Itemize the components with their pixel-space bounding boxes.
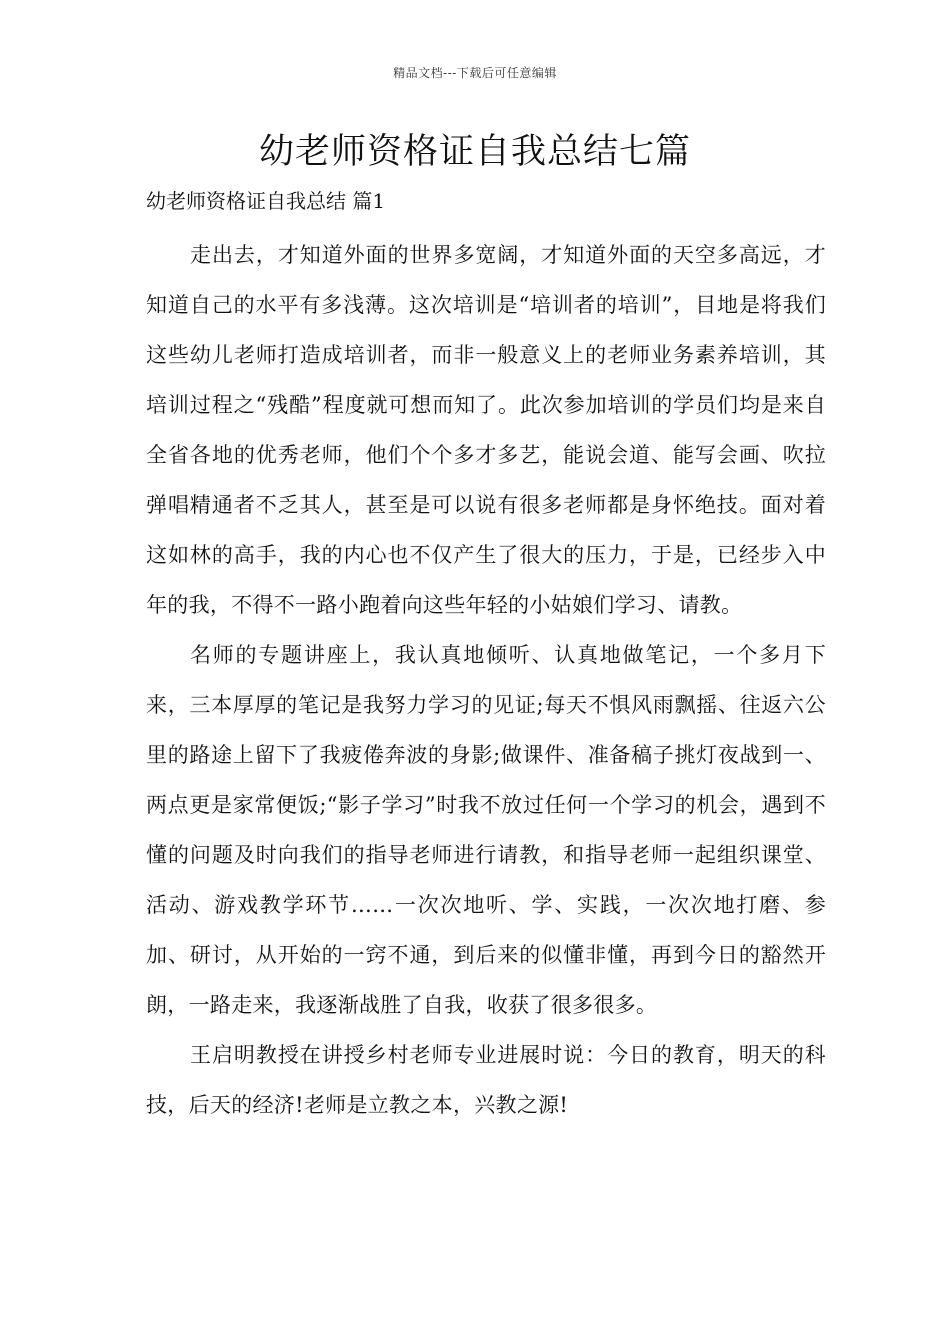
document-title: 幼老师资格证自我总结七篇	[258, 132, 691, 172]
header-note: 精品文档---下载后可任意编辑	[393, 66, 557, 80]
section-heading: 幼老师资格证自我总结 篇1	[146, 189, 386, 213]
paragraph-1: 走出去，才知道外面的世界多宽阔，才知道外面的天空多高远，才知道自己的水平有多浅薄。这次培训是“培训者的培训”，目地是将我们这些幼儿老师打造成培训者，而非一般意义上的老师业务素养培训，其培训过程之“残酷”程度就可想而知了。此次参加培训的学员们均是来自全省各地的优秀老师，他们个个多才多艺，能说会道、能写会画、吹拉弹唱精通者不乏其人，甚至是可以说有很多老师都是身怀绝技。面对着这如林的高手，我的内心也不仅产生了很大的压力，于是，已经步入中年的我，不得不一路小跑着向这些年轻的小姑娘们学习、请教。	[146, 243, 826, 617]
document-body	[146, 230, 826, 1130]
paragraph-2: 名师的专题讲座上，我认真地倾听、认真地做笔记，一个多月下来，三本厚厚的笔记是我努力学习的见证;每天不惧风雨飘摇、往返六公里的路途上留下了我疲倦奔波的身影;做课件、准备稿子挑灯夜战到一、两点更是家常便饭;“影子学习”时我不放过任何一个学习的机会，遇到不懂的问题及时向我们的指导老师进行请教，和指导老师一起组织课堂、活动、游戏教学环节……一次次地听、学、实践，一次次地打磨、参加、研讨，从开始的一窍不通，到后来的似懂非懂，再到今日的豁然开朗，一路走来，我逐渐战胜了自我，收获了很多很多。	[146, 643, 826, 1017]
paragraph-3: 王启明教授在讲授乡村老师专业进展时说：今日的教育，明天的科技，后天的经济!老师是立教之本，兴教之源!	[146, 1043, 826, 1117]
